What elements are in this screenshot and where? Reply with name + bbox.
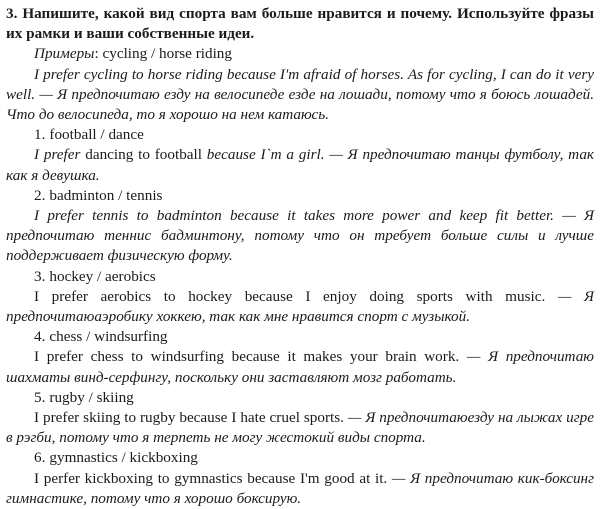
item-5-header xyxy=(6,388,594,408)
example-label: Примеры xyxy=(34,45,95,63)
item-2-answer xyxy=(6,206,594,267)
item-4-answer xyxy=(6,347,594,387)
task-heading xyxy=(6,4,594,44)
item-4-header xyxy=(6,327,594,347)
item-3-header xyxy=(6,267,594,287)
item-1-answer xyxy=(6,145,594,185)
item-3-dash: — xyxy=(557,287,572,305)
item-5-answer xyxy=(6,408,594,448)
example-russian: Я предпочитаю езду на велосипеде езде на лошади, потому что я боюсь лошадей. Что до велосипеда, то я хорошо на нем катаюсь. xyxy=(6,85,595,124)
item-4-russian: Я предпочитаю шахматы винд-серфингу, поскольку они заставляют мозг работать. xyxy=(6,348,595,386)
item-1-because: because I`m a girl. xyxy=(206,146,325,164)
example-english: I prefer cycling to horse riding because I'm afraid of horses. As for cycling, I can do it very well. xyxy=(6,65,594,103)
item-2-english: I prefer tennis to badminton because it takes more power and keep fit better. xyxy=(34,207,554,225)
item-3-russian: Я предпочитаюаэробику хоккею, так как мне нравится спорт с музыкой. xyxy=(6,287,595,326)
item-6-number: 6. xyxy=(34,449,46,467)
item-4-pair: chess / windsurfing xyxy=(49,328,168,346)
item-4-number: 4. xyxy=(34,328,46,346)
item-3-number: 3. xyxy=(34,267,46,285)
item-5-english: I prefer skiing to rugby because I hate cruel sports. xyxy=(34,409,344,427)
example-dash: — xyxy=(39,85,53,103)
item-6-header xyxy=(6,448,594,468)
item-4-english: I prefer chess to windsurfing because it makes your brain work. xyxy=(34,348,460,366)
item-1-prefer: I prefer xyxy=(34,146,81,164)
item-6-dash: — xyxy=(391,469,406,487)
example-answer xyxy=(6,65,594,126)
example-pair: cycling / horse riding xyxy=(102,45,232,63)
item-3-pair: hockey / aerobics xyxy=(49,267,156,285)
item-5-number: 5. xyxy=(34,388,46,406)
item-5-dash: — xyxy=(347,409,362,427)
item-2-number: 2. xyxy=(34,186,46,204)
item-2-header xyxy=(6,186,594,206)
task-instruction: Напишите, какой вид спорта вам больше нравится и почему. Используйте фразы их рамки и ваши собственные идеи. xyxy=(6,5,594,43)
item-1-header xyxy=(6,125,594,145)
item-4-dash: — xyxy=(466,348,481,366)
item-1-number: 1. xyxy=(34,126,46,144)
item-1-dash: — xyxy=(329,146,343,164)
item-1-pair: football / dance xyxy=(49,126,144,144)
item-3-english: I prefer aerobics to hockey because I enjoy doing sports with music. xyxy=(34,287,546,305)
task-number: 3. xyxy=(6,5,18,22)
item-2-dash: — xyxy=(562,207,576,225)
item-6-english: I perfer kickboxing to gymnastics because I'm good at it. xyxy=(34,469,388,487)
item-2-russian: Я предпочитаю теннис бадминтону, потому что он требует больше силы и лучше поддерживает физическую форму. xyxy=(6,207,595,265)
item-1-russian: Я предпочитаю танцы футболу, так как я девушка. xyxy=(6,146,595,184)
item-2-pair: badminton / tennis xyxy=(49,186,163,204)
item-6-answer xyxy=(6,469,594,509)
item-6-russian: Я предпочитаю кик-боксинг гимнастике, потому что я хорошо боксирую. xyxy=(6,469,594,507)
item-6-pair: gymnastics / kickboxing xyxy=(49,449,198,467)
item-1-middle: dancing to football xyxy=(85,146,202,164)
item-5-pair: rugby / skiing xyxy=(49,388,134,406)
item-5-russian: Я предпочитаюезду на лыжах игре в рэгби, потому что я терпеть не могу жестокий виды спорта. xyxy=(6,409,595,447)
item-3-answer xyxy=(6,287,594,327)
example-label-line: Примеры: cycling / horse riding xyxy=(34,45,232,63)
